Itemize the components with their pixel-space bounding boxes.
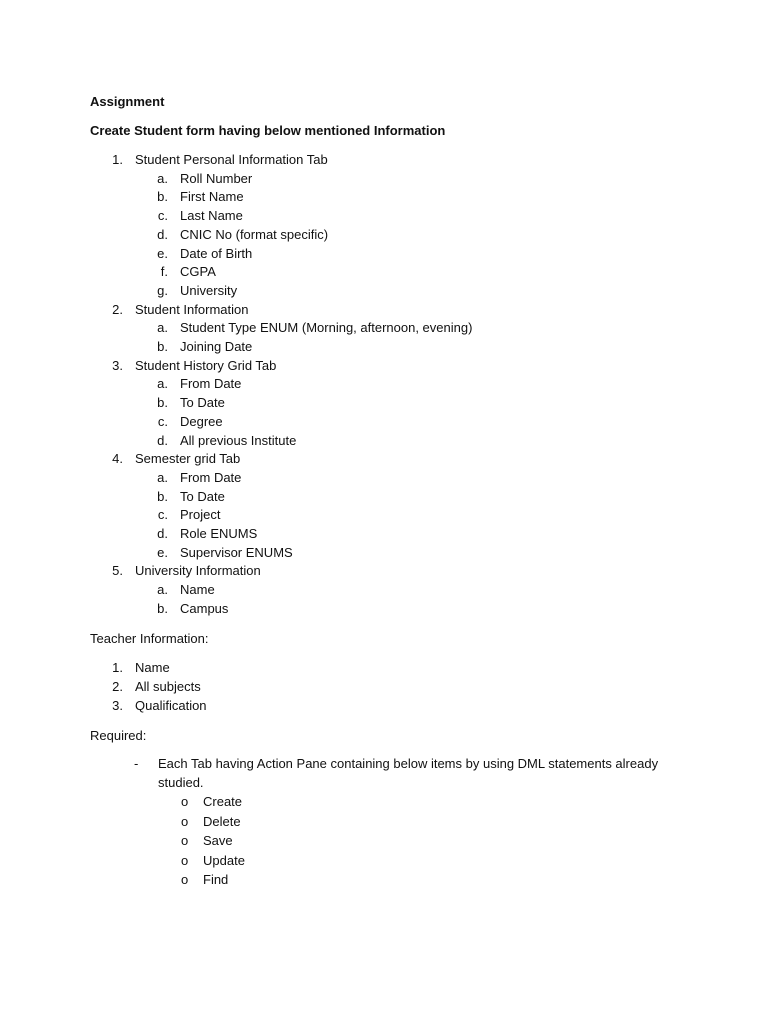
section-title: Semester grid Tab: [135, 451, 241, 467]
item-marker: d.: [157, 226, 168, 242]
item-marker: b.: [157, 395, 168, 411]
section-number: 4.: [112, 451, 123, 467]
action-bullet: o: [181, 833, 189, 849]
page-title: Assignment: [90, 94, 165, 109]
section-number: 5.: [112, 563, 123, 579]
list-item: Supervisor ENUMS: [180, 544, 293, 560]
section-title: University Information: [135, 563, 261, 579]
list-item: University: [180, 282, 238, 298]
action-item: Create: [203, 794, 243, 809]
list-item: Date of Birth: [180, 245, 253, 261]
section-number: 2.: [112, 301, 123, 317]
item-marker: a.: [157, 376, 168, 392]
item-marker: c.: [157, 507, 168, 523]
teacher-item-number: 2.: [112, 679, 123, 694]
action-item: Delete: [203, 813, 241, 829]
list-item: Joining Date: [180, 339, 253, 354]
list-item: Student Type ENUM (Morning, afternoon, evening): [180, 320, 473, 336]
action-bullet: o: [181, 872, 189, 888]
action-bullet: o: [181, 813, 189, 829]
required-heading: Required:: [90, 728, 147, 743]
list-item: Roll Number: [180, 170, 253, 186]
page-subtitle: Create Student form having below mentioned Information: [90, 123, 446, 138]
list-item: All previous Institute: [180, 432, 297, 448]
list-item: First Name: [180, 189, 244, 205]
list-item: Last Name: [180, 208, 243, 224]
action-bullet: o: [181, 794, 189, 809]
item-marker: d.: [157, 432, 168, 448]
section-title: Student Personal Information Tab: [135, 152, 328, 167]
item-marker: d.: [157, 526, 168, 541]
list-item: Role ENUMS: [180, 526, 258, 541]
list-item: Degree: [180, 413, 223, 429]
section-title: Student History Grid Tab: [135, 357, 277, 373]
list-item: Project: [180, 507, 221, 523]
required-text-line1: Each Tab having Action Pane containing below items by using DML statements already: [158, 756, 659, 771]
item-marker: a.: [157, 170, 168, 186]
item-marker: c.: [157, 208, 168, 224]
item-marker: a.: [157, 320, 168, 336]
required-text-line2: studied.: [158, 775, 204, 790]
action-item: Find: [203, 872, 229, 888]
required-dash: -: [134, 756, 139, 771]
teacher-item-number: 3.: [112, 698, 123, 713]
list-item: To Date: [180, 488, 225, 504]
item-marker: g.: [157, 282, 168, 298]
section-number: 3.: [112, 357, 123, 373]
teacher-item: All subjects: [135, 679, 201, 694]
item-marker: a.: [157, 582, 168, 598]
list-item: Name: [180, 582, 215, 598]
item-marker: f.: [160, 264, 168, 280]
section-title: Student Information: [135, 301, 249, 317]
list-item: Campus: [180, 600, 229, 616]
list-item: CGPA: [180, 264, 216, 280]
section-number: 1.: [112, 152, 123, 167]
item-marker: b.: [157, 339, 168, 354]
item-marker: b.: [157, 600, 168, 616]
item-marker: b.: [157, 189, 168, 205]
teacher-item-number: 1.: [112, 660, 123, 675]
list-item: CNIC No (format specific): [180, 226, 329, 242]
teacher-heading: Teacher Information:: [90, 631, 209, 646]
action-item: Save: [203, 833, 233, 849]
item-marker: e.: [157, 544, 168, 560]
item-marker: a.: [157, 469, 168, 485]
action-item: Update: [203, 852, 245, 868]
teacher-item: Qualification: [135, 698, 207, 713]
list-item: From Date: [180, 376, 242, 392]
action-bullet: o: [181, 852, 189, 868]
list-item: From Date: [180, 469, 242, 485]
item-marker: b.: [157, 488, 168, 504]
item-marker: e.: [157, 245, 168, 261]
teacher-item: Name: [135, 660, 170, 675]
list-item: To Date: [180, 395, 225, 411]
item-marker: c.: [157, 413, 168, 429]
